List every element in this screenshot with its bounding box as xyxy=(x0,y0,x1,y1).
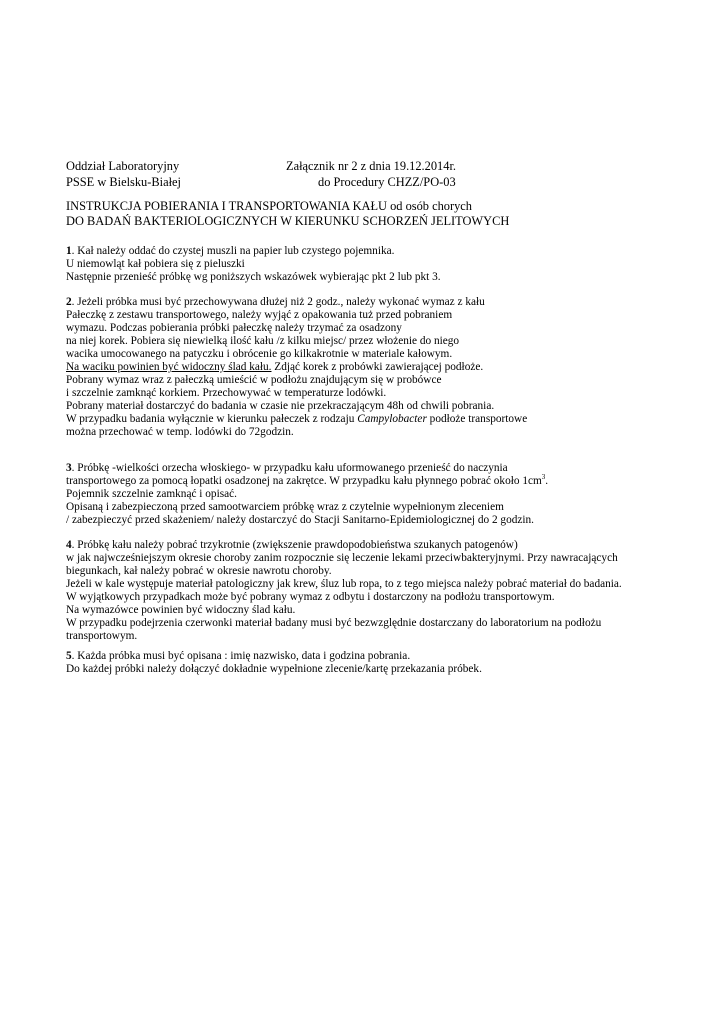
italic-genus: Campylobacter xyxy=(357,413,427,425)
section-2-line: Pobrany wymaz wraz z pałeczką umieścić w podłożu znajdującym się w probówce xyxy=(66,374,442,386)
section-2-text: Zdjąć korek z probówki zawierającej podłoże. xyxy=(271,361,484,373)
section-2-text: . Jeżeli próbka musi być przechowywana dłużej niż 2 godz., należy wykonać wymaz z kału xyxy=(71,296,485,308)
section-3-text: . Próbkę -wielkości orzecha włoskiego- w przypadku kału uformowanego przenieść do naczynia xyxy=(71,462,508,474)
section-2-line xyxy=(66,361,483,374)
section-2-line: można przechować w temp. lodówki do 72godzin. xyxy=(66,426,294,438)
document-title-line1: INSTRUKCJA POBIERANIA I TRANSPORTOWANIA KAŁU od osób chorych xyxy=(66,199,472,213)
document-title-line2: DO BADAŃ BAKTERIOLOGICZNYCH W KIERUNKU SCHORZEŃ JELITOWYCH xyxy=(66,214,510,228)
section-2-line: wymazu. Podczas pobierania próbki pałeczkę należy trzymać za osadzony xyxy=(66,322,402,334)
section-3-text: transportowego za pomocą łopatki osadzonej na zakrętce. W przypadku kału płynnego pobrać około 1cm xyxy=(66,475,542,487)
section-1-text: . Kał należy oddać do czystej muszli na papier lub czystego pojemnika. xyxy=(71,245,395,257)
section-2-line: wacika umocowanego na patyczku i obrócenie go kilkakrotnie w materiale kałowym. xyxy=(66,348,453,360)
section-4-line: Na wymazówce powinien być widoczny ślad kału. xyxy=(66,604,296,616)
section-3-number: 3 xyxy=(66,462,72,474)
section-2-text: podłoże transportowe xyxy=(426,413,528,425)
section-2-line: Pobrany materiał dostarczyć do badania w czasie nie przekraczającym 48h od chwili pobrania. xyxy=(66,400,495,412)
section-3-line: / zabezpieczyć przed skażeniem/ należy dostarczyć do Stacji Sanitarno-Epidemiologicznej do 2 godzin. xyxy=(66,514,535,526)
section-4-line: Jeżeli w kale występuje materiał patologiczny jak krew, śluz lub ropa, to z tego miejsca należy pobrać materiał do badania. xyxy=(66,578,622,590)
section-1-line: Następnie przenieść próbkę wg poniższych wskazówek wybierając pkt 2 lub pkt 3. xyxy=(66,271,441,283)
section-4-line xyxy=(66,539,518,552)
section-2-line xyxy=(66,413,527,426)
section-2-line: Pałeczkę z zestawu transportowego, należy wyjąć z opakowania tuż przed pobraniem xyxy=(66,309,453,321)
section-3-text: . xyxy=(545,475,549,487)
section-4-line: W wyjątkowych przypadkach może być pobrany wymaz z odbytu i dostarczony na podłożu transportowym. xyxy=(66,591,555,603)
header-procedure: do Procedury CHZZ/PO-03 xyxy=(318,175,456,189)
section-5-number: 5 xyxy=(66,650,72,662)
section-2-text: W przypadku badania wyłącznie w kierunku pałeczek z rodzaju xyxy=(66,413,358,425)
section-2-line: na niej korek. Pobiera się niewielką ilość kału /z kilku miejsc/ przez włożenie do niego xyxy=(66,335,460,347)
section-4-line: W przypadku podejrzenia czerwonki materiał badany musi być bezwzględnie dostarczany do laboratorium na podłożu xyxy=(66,617,602,629)
section-3-line: Pojemnik szczelnie zamknąć i opisać. xyxy=(66,488,237,500)
section-2-number: 2 xyxy=(66,296,72,308)
section-4-line: w jak najwcześniejszym okresie choroby zanim rozpocznie się leczenie lekami przeciwbakteryjnymi. Przy nawracających xyxy=(66,552,618,564)
section-4-line: biegunkach, kał należy pobrać w okresie nawrotu choroby. xyxy=(66,565,332,577)
header-station: PSSE w Bielsku-Białej xyxy=(66,175,181,189)
section-4-line: transportowym. xyxy=(66,630,138,642)
section-5-text: . Każda próbka musi być opisana : imię nazwisko, data i godzina pobrania. xyxy=(71,650,411,662)
underlined-note: Na waciku powinien być widoczny ślad kału. xyxy=(66,361,272,373)
section-4-text: . Próbkę kału należy pobrać trzykrotnie (zwiększenie prawdopodobieństwa szukanych patogenów) xyxy=(71,539,518,551)
section-1-line: U niemowląt kał pobiera się z pieluszki xyxy=(66,258,245,270)
section-3-line: Opisaną i zabezpieczoną przed samootwarciem próbkę wraz z czytelnie wypełnionym zleceniem xyxy=(66,501,504,513)
section-3-line xyxy=(66,462,508,475)
section-5-line: Do każdej próbki należy dołączyć dokładnie wypełnione zlecenie/kartę przekazania próbek. xyxy=(66,663,482,675)
section-1-number: 1 xyxy=(66,245,72,257)
section-2-line: i szczelnie zamknąć korkiem. Przechowywać w temperaturze lodówki. xyxy=(66,387,387,399)
header-department: Oddział Laboratoryjny xyxy=(66,159,180,173)
header-attachment: Załącznik nr 2 z dnia 19.12.2014r. xyxy=(286,159,456,173)
section-4-number: 4 xyxy=(66,539,72,551)
superscript: 3 xyxy=(541,473,546,482)
section-2-line xyxy=(66,296,485,309)
section-5-line xyxy=(66,650,410,663)
section-1-line xyxy=(66,245,394,258)
section-3-line xyxy=(66,475,548,488)
